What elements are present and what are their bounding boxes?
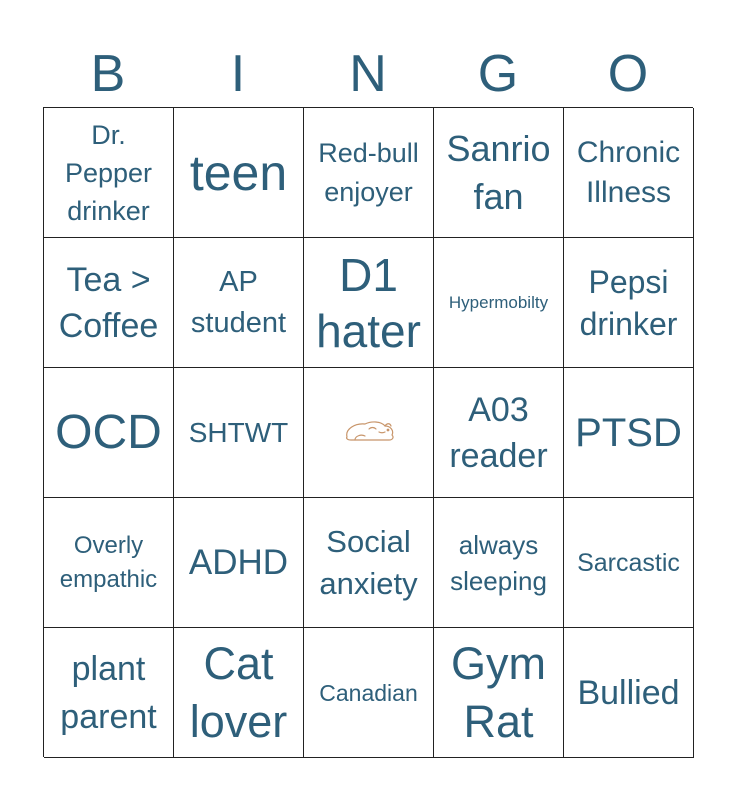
bingo-cell[interactable] (564, 498, 694, 628)
cell-text: Cat lover (189, 637, 288, 747)
bingo-cell[interactable] (44, 108, 174, 238)
bingo-cell[interactable] (434, 498, 564, 628)
bingo-cell[interactable] (564, 628, 694, 758)
cell-text: Tea > Coffee (58, 260, 159, 345)
bingo-cell[interactable] (44, 368, 174, 498)
cell-text: Sanrio fan (446, 127, 551, 217)
header-letter-o: O (607, 45, 649, 103)
bingo-cell[interactable] (174, 628, 304, 758)
cell-text: Chronic Illness (576, 135, 681, 209)
bingo-cell[interactable] (304, 498, 434, 628)
bingo-cell[interactable] (174, 238, 304, 368)
bingo-cell[interactable] (304, 108, 434, 238)
cell-text: Sarcastic (577, 548, 680, 577)
cell-text: A03 reader (449, 390, 548, 475)
cell-text: always sleeping (450, 529, 547, 596)
bingo-cell[interactable] (434, 368, 564, 498)
header-letter-i: I (230, 45, 246, 103)
bingo-cell[interactable] (564, 108, 694, 238)
header-letter-n: N (349, 45, 387, 103)
cell-text: plant parent (60, 649, 157, 736)
cell-text: Red-bull enjoyer (318, 137, 419, 207)
cell-text: AP student (190, 265, 287, 339)
bingo-cell[interactable] (174, 368, 304, 498)
bingo-cell[interactable] (564, 238, 694, 368)
cell-text: teen (189, 144, 288, 201)
sleeping-animal-icon (341, 415, 397, 450)
bingo-cell[interactable] (174, 108, 304, 238)
cell-text: Gym Rat (451, 637, 546, 747)
cell-text: Overly empathic (59, 531, 158, 593)
cell-text: Dr. Pepper drinker (64, 119, 153, 226)
free-space[interactable] (304, 368, 434, 498)
header-letter-g: G (477, 45, 519, 103)
bingo-cell[interactable] (304, 238, 434, 368)
header-letter-b: B (90, 45, 126, 103)
bingo-cell[interactable] (434, 108, 564, 238)
cell-text: Hypermobilty (448, 292, 549, 312)
bingo-cell[interactable] (174, 498, 304, 628)
bingo-cell[interactable] (434, 628, 564, 758)
cell-text: Pepsi drinker (579, 263, 678, 342)
cell-text: ADHD (188, 542, 289, 582)
bingo-cell[interactable] (44, 498, 174, 628)
cell-text: OCD (55, 405, 162, 459)
cell-text: Social anxiety (319, 523, 418, 601)
cell-text: Canadian (319, 679, 418, 706)
bingo-board (43, 107, 693, 757)
cell-text: PTSD (575, 410, 682, 455)
cell-text: Bullied (577, 673, 680, 712)
bingo-cell[interactable] (304, 628, 434, 758)
cell-text: SHTWT (188, 416, 289, 448)
bingo-cell[interactable] (564, 368, 694, 498)
bingo-cell[interactable] (44, 628, 174, 758)
bingo-cell[interactable] (434, 238, 564, 368)
bingo-cell[interactable] (44, 238, 174, 368)
bingo-header (43, 42, 693, 106)
cell-text: D1 hater (316, 248, 421, 357)
